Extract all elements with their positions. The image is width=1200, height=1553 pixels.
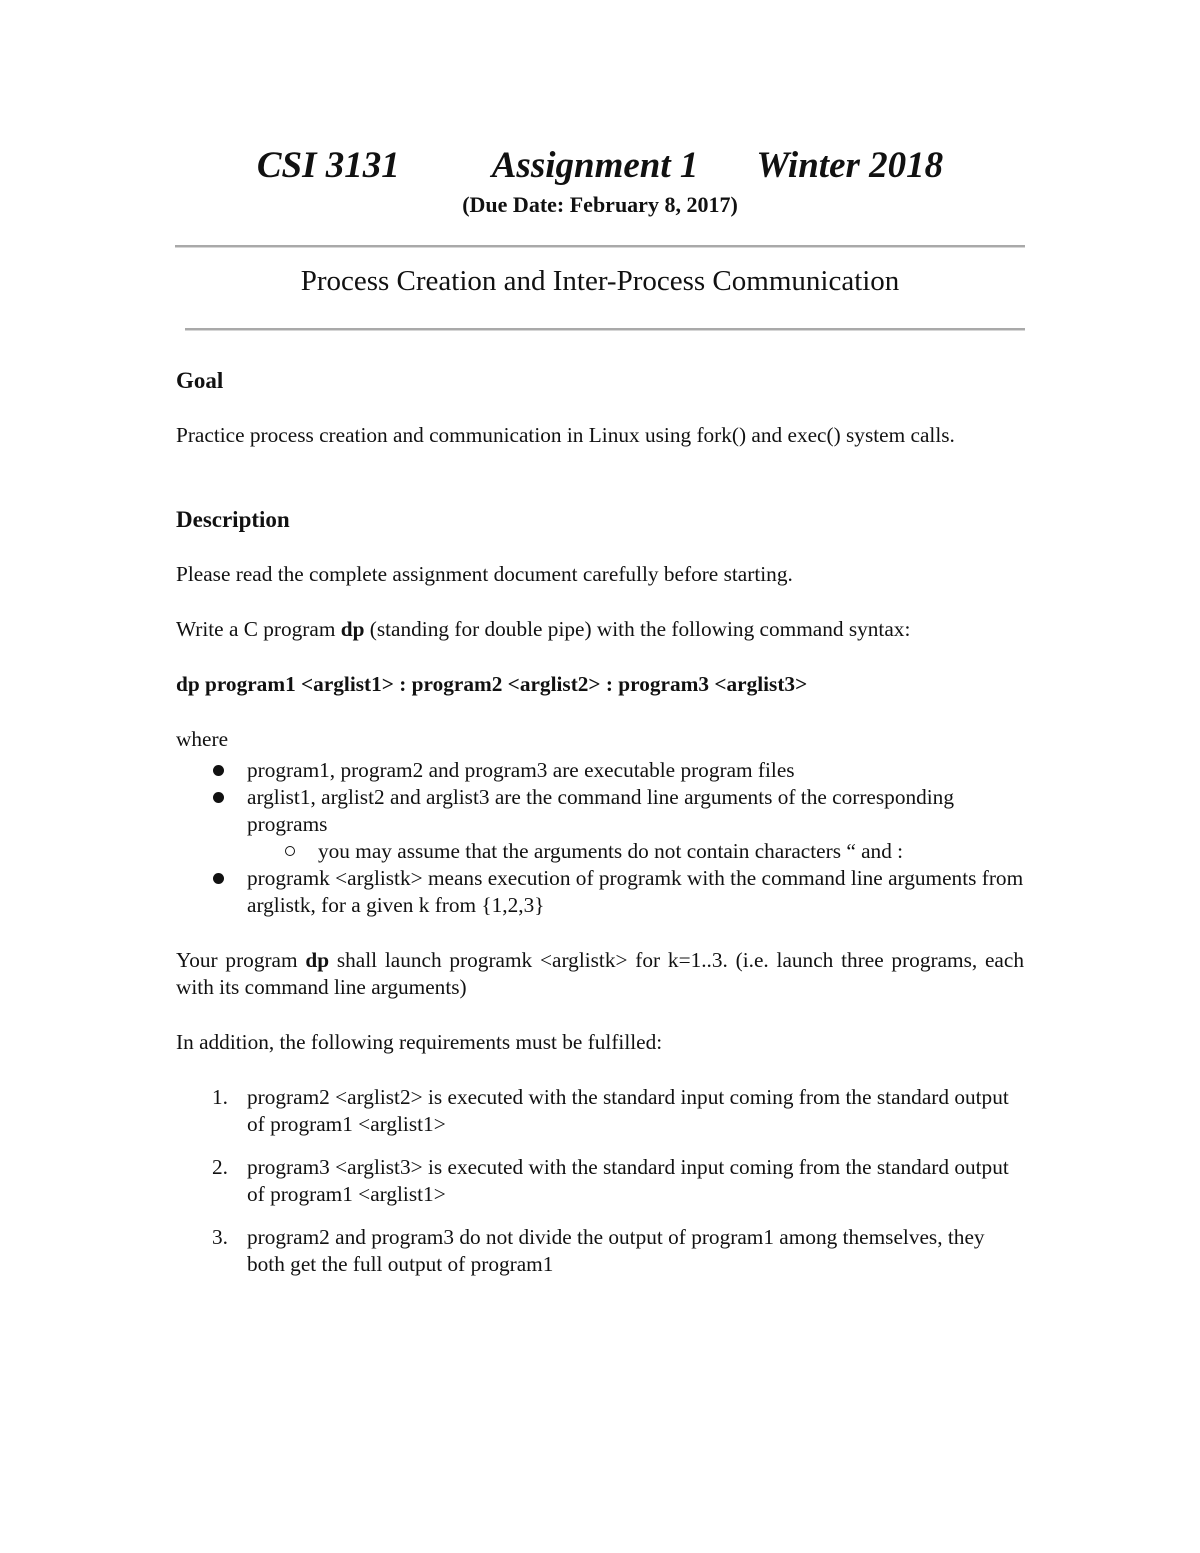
list-item: 1. program2 <arglist2> is executed with the standard input coming from the standard output of program1 <arglist1>	[212, 1085, 1009, 1136]
bullet-icon	[213, 873, 224, 884]
due-date: (Due Date: February 8, 2017)	[462, 192, 738, 217]
requirements-list	[176, 1084, 1024, 1278]
hollow-bullet-icon	[285, 846, 295, 856]
bullet-icon	[213, 792, 224, 803]
description-intro: Please read the complete assignment document carefully before starting.	[176, 562, 793, 586]
list-item: 2. program3 <arglist3> is executed with the standard input coming from the standard output of program1 <arglist1>	[212, 1155, 1009, 1206]
item-number: 3.	[212, 1225, 228, 1249]
description-heading: Description	[176, 507, 290, 532]
list-item: arglist1, arglist2 and arglist3 are the command line arguments of the corresponding programs you may assume that the arguments do not contain characters “ and :	[176, 784, 1024, 865]
term: Winter 2018	[756, 145, 944, 186]
document-body	[176, 366, 1024, 1294]
program-name: dp	[305, 948, 330, 972]
top-divider	[175, 245, 1025, 248]
course-code: CSI 3131	[256, 145, 400, 186]
bottom-divider	[185, 328, 1025, 331]
document-title	[0, 142, 1200, 190]
bullet-icon	[213, 765, 224, 776]
item-number: 1.	[212, 1085, 228, 1109]
list-item: programk <arglistk> means execution of programk with the command line arguments from arglistk, for a given k from {1,2,3}	[176, 865, 1024, 919]
goal-heading: Goal	[176, 368, 224, 393]
program-name: dp	[340, 617, 365, 641]
requirements-intro: In addition, the following requirements must be fulfilled:	[176, 1030, 663, 1054]
command-syntax: dp program1 <arglist1> : program2 <arglist2> : program3 <arglist3>	[176, 672, 808, 696]
program-description	[176, 616, 1024, 643]
assignment-name: Assignment 1	[491, 145, 699, 186]
write-text-pre: Write a C program	[176, 617, 341, 641]
definition-list	[176, 757, 1024, 919]
list-item: 3. program2 and program3 do not divide the output of program1 among themselves, they both get the full output of program1	[212, 1225, 985, 1276]
list-item: program1, program2 and program3 are executable program files	[176, 757, 1024, 784]
document-subtitle: Process Creation and Inter-Process Communication	[300, 265, 900, 297]
where-label: where	[176, 727, 229, 751]
sub-list-item: you may assume that the arguments do not contain characters “ and :	[247, 838, 1024, 865]
item-number: 2.	[212, 1155, 228, 1179]
launch-description: Your program dp shall launch programk <arglistk> for k=1..3. (i.e. launch three programs, each with its command line arguments)	[176, 948, 1024, 999]
write-text-post: (standing for double pipe) with the following command syntax:	[364, 617, 911, 641]
goal-text: Practice process creation and communication in Linux using fork() and exec() system calls.	[176, 423, 955, 447]
